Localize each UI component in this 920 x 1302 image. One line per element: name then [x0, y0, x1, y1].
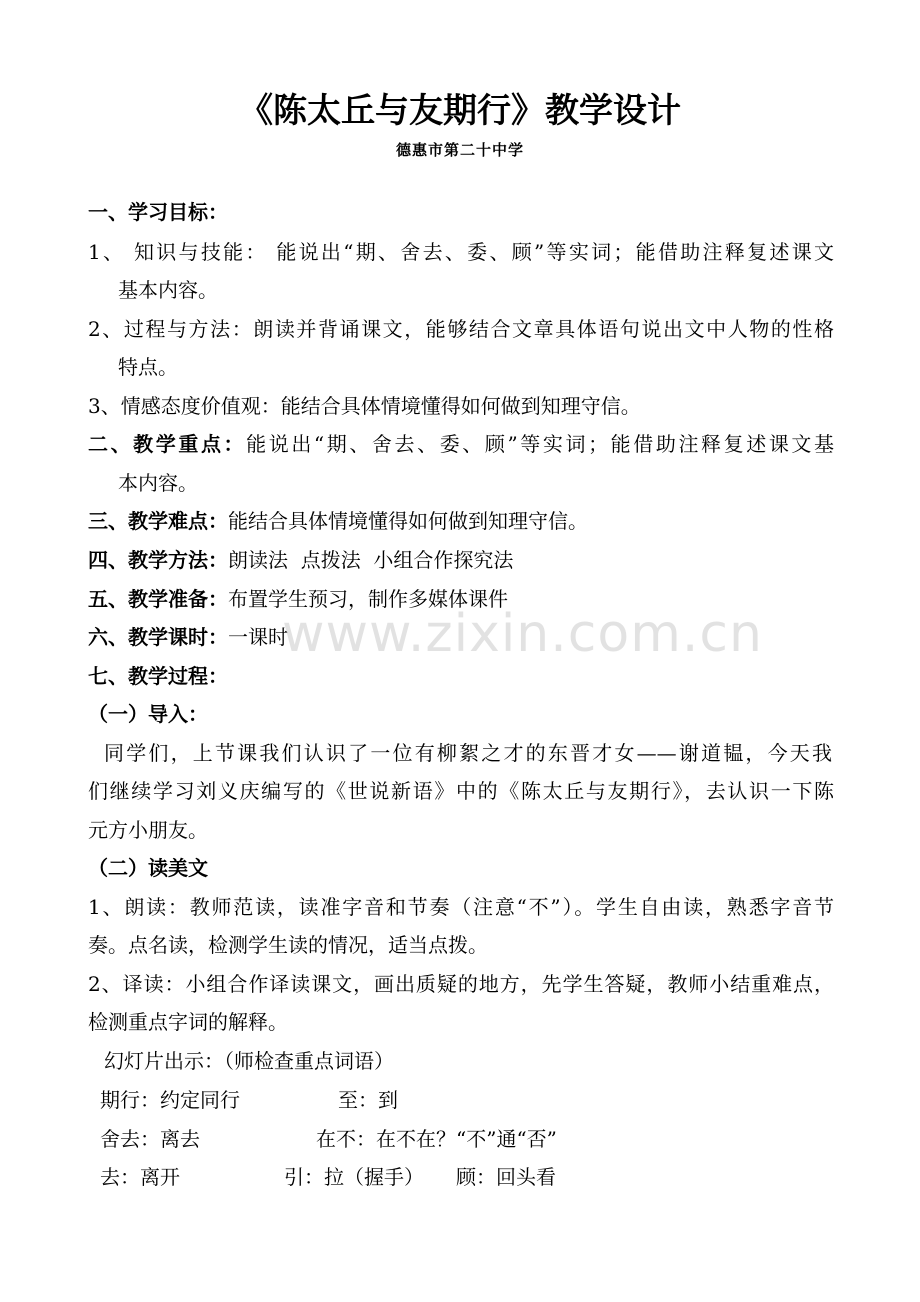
key-points-line-1	[88, 430, 834, 458]
document-title: 《陈太丘与友期行》教学设计	[239, 91, 681, 131]
preparation-heading: 五、教学准备：	[88, 587, 228, 611]
vocab-qv: 去：离开	[100, 1165, 180, 1189]
intro-line-2: 们继续学习刘义庆编写的《世说新语》中的《陈太丘与友期行》，去认识一下陈	[88, 779, 834, 803]
objectives-heading: 一、学习目标：	[88, 200, 228, 224]
read-1-line-2: 奏。点名读，检测学生读的情况，适当点拨。	[88, 933, 488, 957]
watermark-text: www.zixin.com.cn	[282, 604, 763, 664]
preparation-text: 布置学生预习，制作多媒体课件	[228, 587, 508, 611]
vocab-zhi: 至：到	[338, 1088, 398, 1112]
duration-text: 一课时	[228, 625, 288, 649]
duration-heading: 六、教学课时：	[88, 625, 228, 649]
key-points-heading: 二、教学重点：	[88, 432, 247, 456]
objective-2-line-2: 特点。	[118, 355, 178, 379]
intro-line-3: 元方小朋友。	[88, 818, 208, 842]
vocab-gu: 顾：回头看	[456, 1165, 556, 1189]
vocab-yin: 引：拉（握手）	[284, 1165, 424, 1189]
school-name: 德惠市第二十中学	[395, 141, 524, 159]
difficulty-text: 能结合具体情境懂得如何做到知理守信。	[228, 509, 588, 533]
objective-1-line-2: 基本内容。	[118, 278, 218, 302]
vocab-sheqv: 舍去：离去	[100, 1127, 200, 1151]
vocab-zaibu: 在不：在不在？“不”通“否”	[316, 1127, 557, 1151]
difficulty-heading: 三、教学难点：	[88, 509, 228, 533]
read-2-line-2: 检测重点字词的解释。	[88, 1010, 288, 1034]
difficulty-line	[88, 507, 588, 535]
objective-3: 3、情感态度价值观：能结合具体情境懂得如何做到知理守信。	[88, 394, 641, 418]
key-points-line-2: 本内容。	[118, 471, 198, 495]
intro-heading: （一）导入：	[88, 702, 208, 726]
methods-text: 朗读法 点拨法 小组合作探究法	[228, 548, 514, 572]
read-2-line-1: 2、译读：小组合作译读课文，画出质疑的地方，先学生答疑，教师小结重难点，	[88, 972, 834, 996]
read-1-line-1: 1、朗读：教师范读，读准字音和节奏（注意“不”）。学生自由读，熟悉字音节	[88, 895, 834, 919]
read-heading: （二）读美文	[88, 856, 208, 880]
duration-line	[88, 623, 288, 651]
intro-line-1: 同学们，上节课我们认识了一位有柳絮之才的东晋才女——谢道韫，今天我	[104, 741, 832, 765]
key-points-text: 能说出“期、舍去、委、顾”等实词；能借助注释复述课文基	[246, 432, 835, 456]
objective-1-line-1: 1、 知识与技能： 能说出“期、舍去、委、顾”等实词；能借助注释复述课文	[88, 240, 834, 264]
objective-2-line-1: 2、过程与方法：朗读并背诵课文，能够结合文章具体语句说出文中人物的性格	[88, 317, 834, 341]
slide-intro: 幻灯片出示：（师检查重点词语）	[104, 1049, 394, 1073]
vocab-qixing: 期行：约定同行	[100, 1088, 240, 1112]
methods-line	[88, 546, 513, 574]
methods-heading: 四、教学方法：	[88, 548, 228, 572]
process-heading: 七、教学过程：	[88, 664, 228, 688]
